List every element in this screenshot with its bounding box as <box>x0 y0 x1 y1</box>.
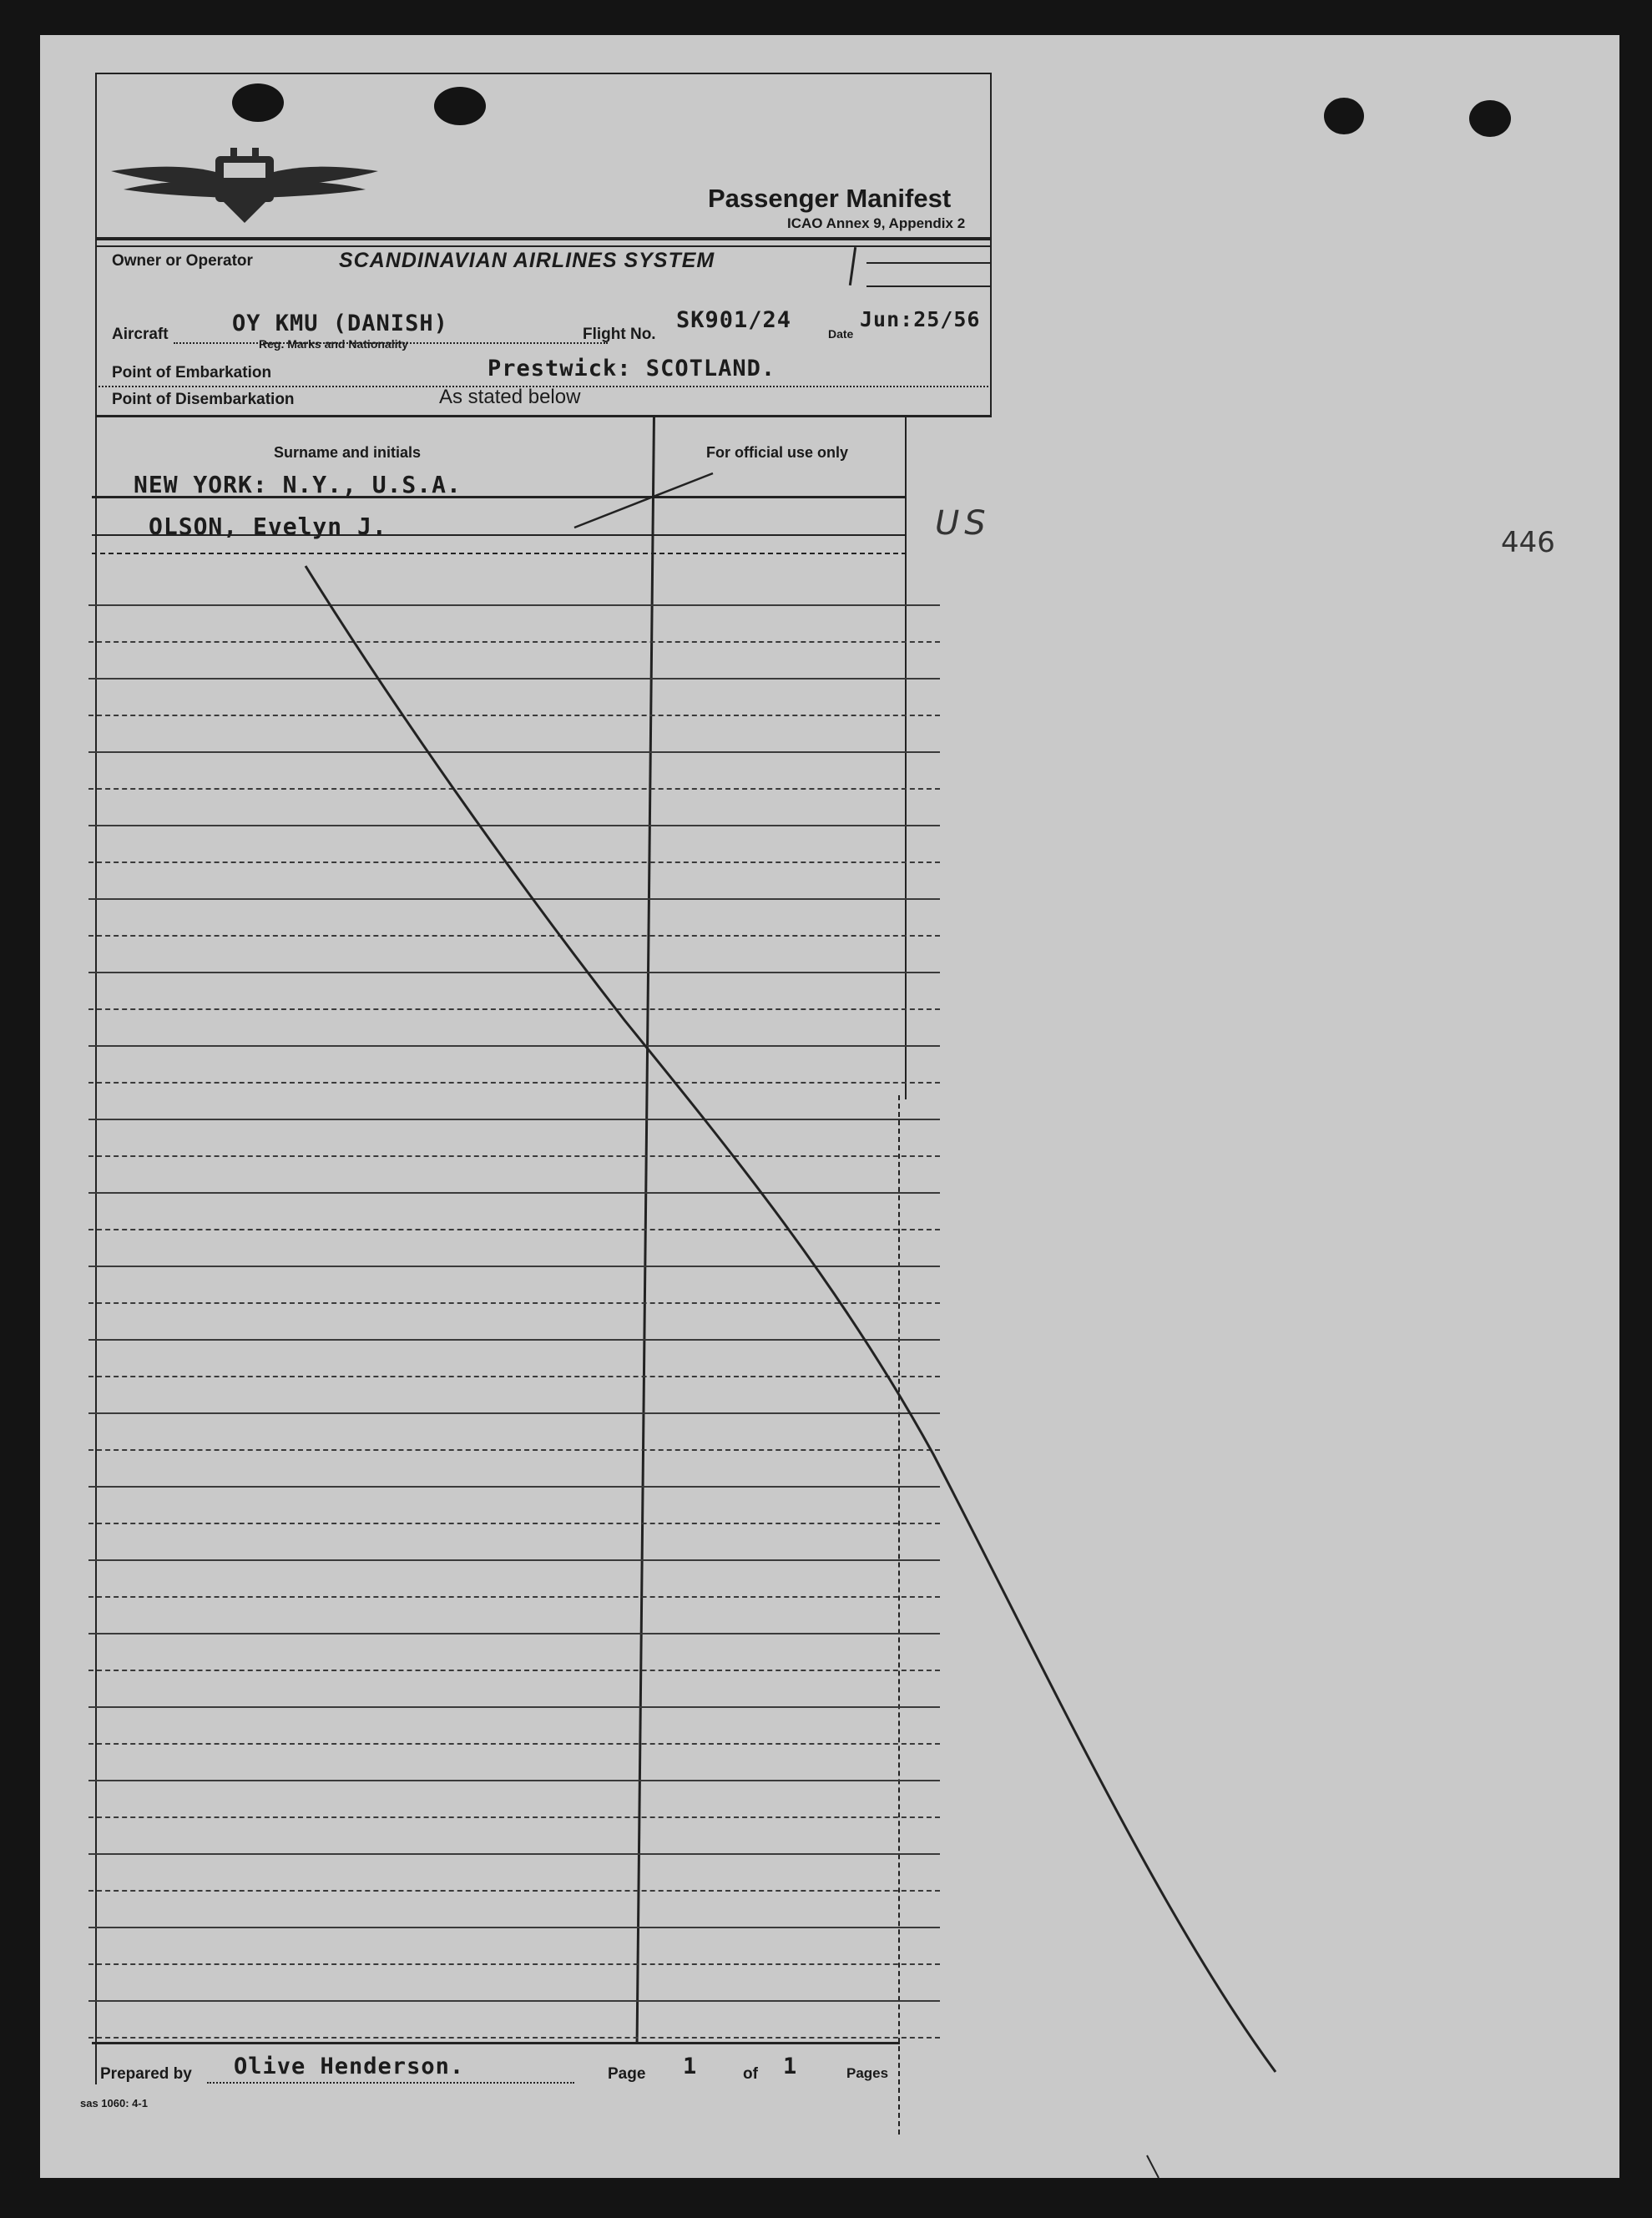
of-value: 1 <box>783 2054 798 2079</box>
embarkation-value: Prestwick: SCOTLAND. <box>488 356 776 381</box>
disembarkation-value: As stated below <box>439 386 581 408</box>
col-header-surname: Surname and initials <box>274 444 422 461</box>
aircraft-label: Aircraft <box>112 326 169 343</box>
page-value: 1 <box>683 2054 698 2079</box>
footer-top-border <box>92 2042 900 2044</box>
pages-label: Pages <box>846 2065 889 2081</box>
page-label: Page <box>608 2065 646 2083</box>
col-header-official: For official use only <box>706 444 849 461</box>
prepared-by-line <box>207 2082 574 2084</box>
manifest-subtitle: ICAO Annex 9, Appendix 2 <box>787 215 966 231</box>
owner-label: Owner or Operator <box>112 252 253 270</box>
embarkation-label: Point of Embarkation <box>112 364 272 381</box>
owner-value: SCANDINAVIAN AIRLINES SYSTEM <box>339 249 715 272</box>
manifest-sheet <box>40 35 1619 2178</box>
destination-entry: NEW YORK: N.Y., U.S.A. <box>134 471 462 498</box>
strike-through-mark <box>40 35 1619 2178</box>
prepared-by-value: Olive Henderson. <box>234 2054 465 2079</box>
prepared-by-label: Prepared by <box>100 2065 192 2083</box>
flight-label: Flight No. <box>583 326 656 343</box>
manifest-title: Passenger Manifest <box>708 184 952 213</box>
passenger-entry: OLSON, Evelyn J. <box>149 513 387 540</box>
flight-value: SK901/24 <box>676 307 792 333</box>
of-label: of <box>743 2065 758 2083</box>
date-label: Date <box>828 327 854 341</box>
aircraft-value: OY KMU (DANISH) <box>232 311 448 336</box>
disembarkation-label: Point of Disembarkation <box>112 391 295 408</box>
form-code: sas 1060: 4-1 <box>80 2097 148 2109</box>
reg-marks-label: Reg. Marks and Nationality <box>259 337 408 351</box>
sheet-number: 446 <box>1501 526 1555 559</box>
nationality-note: US <box>935 504 991 543</box>
date-value: Jun:25/56 <box>860 307 981 331</box>
